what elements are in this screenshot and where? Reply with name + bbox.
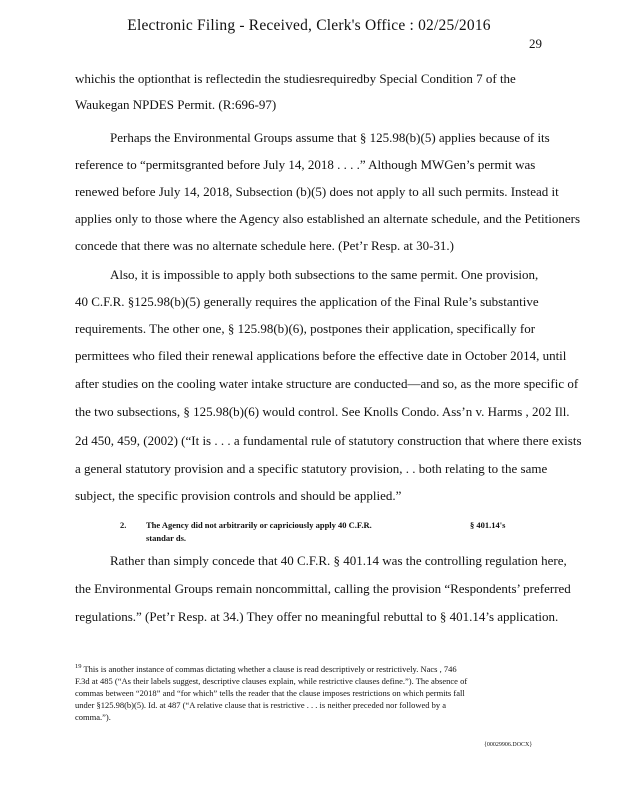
filing-stamp-header: Electronic Filing - Received, Clerk's Office : 02/25/2016 <box>127 17 491 34</box>
body-line: concede that there was no alternate schedule here. (Pet’r Resp. at 30-31.) <box>75 238 455 253</box>
section-heading-tail: standar ds. <box>146 533 186 543</box>
footnote-line: under §125.98(b)(5). Id. at 487 (“A relative clause that is restrictive . . . is neither preceded nor followed by a <box>75 700 447 710</box>
body-line: applies only to those where the Agency also established an alternate schedule, and the Petitioners <box>75 211 581 226</box>
body-line: reference to “permitsgranted before July 14, 2018 . . . .” Although MWGen’s permit was <box>75 157 536 172</box>
document-id: {00029906.DOCX} <box>484 742 533 748</box>
footnote-line: F.3d at 485 (“As their labels suggest, descriptive clauses explain, while restrictive clauses define.”). The absence of <box>75 676 468 686</box>
body-line: 40 C.F.R. §125.98(b)(5) generally requires the application of the Final Rule’s substantive <box>75 294 539 309</box>
body-line: regulations.” (Pet’r Resp. at 34.) They offer no meaningful rebuttal to § 401.14’s application. <box>75 609 559 624</box>
body-line: subject, the specific provision controls and should be applied.” <box>75 488 402 503</box>
body-line: whichis the optionthat is reflectedin the studiesrequiredby Special Condition 7 of the <box>75 71 516 86</box>
body-line: Waukegan NPDES Permit. (R:696-97) <box>75 97 277 112</box>
body-line: requirements. The other one, § 125.98(b)(6), postpones their application, specifically for <box>75 321 536 336</box>
body-line: permittees who filed their renewal applications before the effective date in October 2014, until <box>75 348 567 363</box>
footnote-line: commas between “2018” and “for which” tells the reader that the clause imposes restrictions on which permits fall <box>75 688 465 698</box>
section-heading: The Agency did not arbitrarily or capriciously apply 40 C.F.R. <box>146 520 372 530</box>
footnote-marker: 19 <box>75 663 82 670</box>
page-number: 29 <box>529 36 542 51</box>
body-line: Also, it is impossible to apply both subsections to the same permit. One provision, <box>110 267 539 282</box>
body-line: after studies on the cooling water intake structure are conducted—and so, as the more specific of <box>75 376 579 391</box>
body-line: 2d 450, 459, (2002) (“It is . . . a fundamental rule of statutory construction that where there exists <box>75 433 582 448</box>
body-line: Rather than simply concede that 40 C.F.R. § 401.14 was the controlling regulation here, <box>110 553 567 568</box>
section-heading-number: 2. <box>120 520 127 530</box>
footnote-line <box>75 663 457 674</box>
body-line: the two subsections, § 125.98(b)(6) would control. See Knolls Condo. Ass’n v. Harms , 202 Ill. <box>75 404 570 419</box>
body-line: Perhaps the Environmental Groups assume that § 125.98(b)(5) applies because of its <box>110 130 550 145</box>
body-line: renewed before July 14, 2018, Subsection (b)(5) does not apply to all such permits. Instead it <box>75 184 559 199</box>
section-heading-section: § 401.14's <box>470 520 506 530</box>
body-line: a general statutory provision and a specific statutory provision, . . both relating to the same <box>75 461 548 476</box>
footnote-line: comma.”). <box>75 712 111 722</box>
footnote-text: This is another instance of commas dictating whether a clause is read descriptively or restrictively. Nacs , 746 <box>81 663 457 674</box>
body-line: the Environmental Groups remain noncommittal, calling the provision “Respondents’ preferred <box>75 581 571 596</box>
